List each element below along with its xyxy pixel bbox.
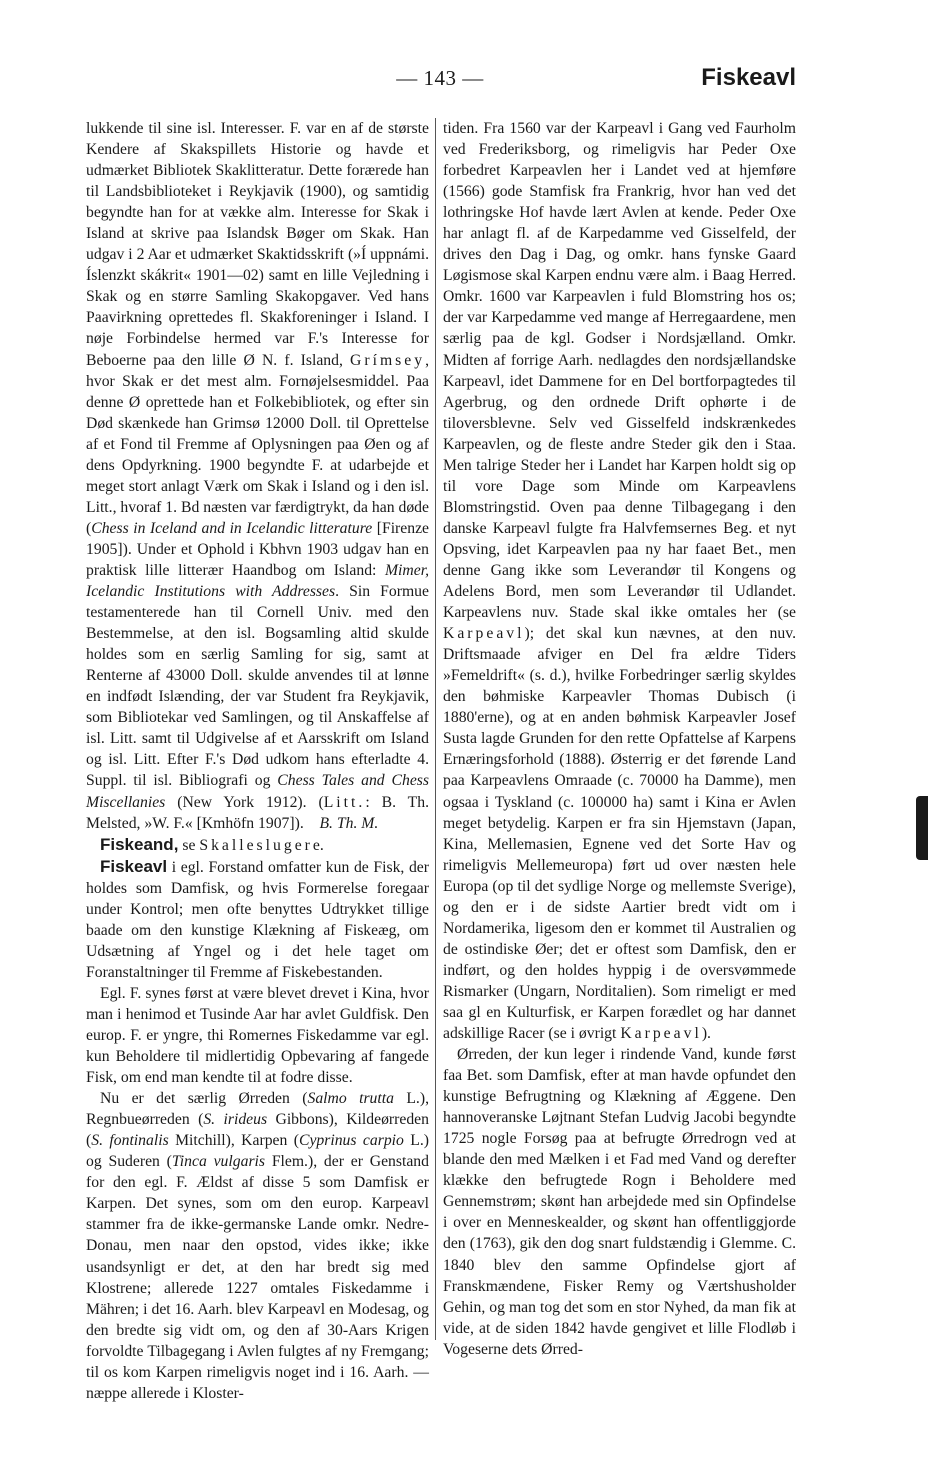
litt-label: Litt. <box>323 793 366 811</box>
karpeavl-ref: Karpeavl <box>443 625 525 643</box>
right-column <box>443 118 796 1368</box>
chess-tales-title: Chess Tales and Chess Miscellanies <box>86 772 429 811</box>
page-header <box>0 66 928 106</box>
orred-paragraph: Ørreden, der kun leger i rindende Vand, kunde først faa Bet. som Damfisk, efter at man havde opfundet den kunstige Befrugtning og Klækning af Æggene. Den hannoveranske Løjtnant Stefan Ludvig Jacobi begyndte 1725 nogle Forsøg paa at befrugte Ørredrogn ved at blande den med Mælken i et Fad med Vand og derefter klække den befrugtede Rogn i Beholdere med Gennemstrøm; skønt han arbejdede med sin Opfindelse i over en Menneskealder, og skønt han offentliggjorde den (1763), gik den dog snart fuldstændig i Glemme. C. 1840 blev den samme Opfindelse gjort af Franskmændene, Fisker Remy og Værtshusholder Gehin, og man tog det som en stor Nyhed, da man fik at vide, at de siden 1842 havde gengivet et lille Flodløb i Vogeserne dets Ørred- <box>443 1046 796 1358</box>
running-head: Fiskeavl <box>701 64 796 91</box>
chess-iceland-title: Chess in Iceland and in Icelandic litterature <box>91 519 373 537</box>
fiskeand-headword: Fiskeand, <box>100 834 179 854</box>
fiskeavl-headword: Fiskeavl <box>100 856 168 876</box>
grimsey-spaced: Grímsey <box>350 351 426 369</box>
left-column <box>86 118 430 1402</box>
mimer-title: Mimer, Icelandic Institutions with Addresses <box>86 561 429 601</box>
fiskeand-entry: Fiskeand, se Skalleslugere. <box>100 834 324 854</box>
page-edge-mark <box>916 796 928 860</box>
author-signature: B. Th. M. <box>319 814 379 832</box>
page-number: — 143 — <box>396 66 484 90</box>
karpeavl-history-paragraph: tiden. Fra 1560 var der Karpeavl i Gang ved Faurholm ved Frederiksborg, og rimeligvis har Peder Oxe forbedret Karpeavlen her i Landet ved at hjemføre (1566) gode Stamfisk fra Frankrig, hvor han ved det lothringske Hof havde lært Avlen at kende. Peder Oxe har anlagt fl. af de Karpedamme ved Gisselfeld, der drives den Dag i Dag, og omkr. hans fynske Gaard Løgismose skal Karpen endnu være alm. i Baag Herred. Omkr. 1600 var Karpeavlen i fuld Blomstring hos os; der var Karpedamme ved mange af Herregaardene, men særlig paa de kgl. Godser i Nordsjælland. Omkr. Midten af forrige Aarh. nedlagdes den nordsjællandske Karpeavl, idet Dammene for en Del bortforpagtedes til Agerbrug, og den ordnede Drift ophørte i de tiloversblevne. Selv ved Gisselfeld indskrænkedes Karpeavlen, og de fleste andre Steder gik den i Staa. Men talrige Steder her i Landet har Karpen holdt sig op til vore Dage som Minde om Karpeavlens Blomstringstid. Oven paa denne Tilbagegang i den danske Karpeavl fulgte fra Halvfemsernes Beg. et nyt Opsving, idet Karpeavlen paa ny har faaet Bet., men denne Gang ikke som Leverandør til Kongens og Adelens Bord, men som Leverandør til Udlandet. Karpeavlens nuv. Stade skal ikke omtales her (se Karpeavl); det skal kun nævnes, at den nuv. Driftsmaade afviger en Del fra ældre Tiders »Femeldrift« (s. d.), hvilke Forbedringer særlig skyldes den bøhmiske Karpeavler Thomas Dubisch (i 1880'erne), og at en anden bøhmisk Karpeavler Josef Susta lagde Grunden for den rette Opfattelse af Karpens Ernæringsforhold (1888). Østerrig er det førende Land paa Karpeavlens Omraade (c. 70000 ha Damme), men ogsaa i Tyskland (c. 100000 ha) samt i Kina er Avlen meget betydelig. Karpen er fra sin Hjemstavn (Japan, Kina, Mellemasien, Egnene ved det Sorte Hav og rimeligvis Mellemeuropa) ført ud over næsten hele Europa (op til det sydlige Norge og mellemste Sverige), og den er i de sidste Aartier bredt vidt om i Nordamerika, ligesom den er kommet til Australien og de ostindiske Øer; det er oftest som Damfisk, den er indført, og den holdes hyppig i de oversvømmede Rismarker (Ungarn, Norditalien). Som rimeligt er med saa gl en Kulturfisk, er Karpen forædlet og har dannet adskillige Racer (se i øvrigt Karpeavl). <box>443 120 796 1043</box>
skallesluger-ref: Skallesluger <box>199 836 313 854</box>
karpeavl-ref: Karpeavl <box>620 1025 702 1043</box>
chess-paragraph: lukkende til sine isl. Interesser. F. var en af de største Kendere af Skakspillets Historie og havde et udmærket Bibliotek Skaklitteratur. Dette forærede han til Landsbiblioteket i Reykjavik (1900), og samtidig begyndte han for at vække alm. Interesse for Skak i Island at skrive paa Islandsk Bøger om Skak. Han udgav i 2 Aar et udmærket Skaktidsskrift (»Í uppnámi. Íslenzkt skákrit« 1901—02) samt en lille Vejledning i Skak og en større Samling Skakopgaver. Ved hans Paavirkning oprettedes fl. Skakforeninger i Island. I nøje Forbindelse hermed var F.'s Interesse for Beboerne paa den lille Ø N. f. Island, Grímsey, hvor Skak er det mest alm. Fornøjelsesmiddel. Paa denne Ø oprettede han et Folkebibliotek, og efter sin Død skænkede han Grimsø 12000 Doll. til Oprettelse af et Fond til Fremme af Oplysningen paa Øen og af dens Opdyrkning. 1900 begyndte F. at udarbejde et meget stort anlagt Værk om Skak i Island og i den isl. Litt., hvoraf 1. Bd næsten var færdigtrykt, da han døde (Chess in Iceland and in Icelandic litterature [Firenze 1905]). Under et Ophold i Kbhvn 1903 udgav han en praktisk lille litterær Haandbog om Island: Mimer, Icelandic Institutions with Addresses. Sin Formue testamenterede han til Cornell Univ. med den Bestemmelse, at den isl. Bogsamling altid skulde holdes som en særlig Samling for sig, samt at Renterne af 43000 Doll. skulde anvendes til at lønne en indfødt Islænding, der var Student fra Reykjavik, som Bibliotekar ved Samlingen, og til Anskaffelse af isl. Litt. samt til Udgivelse af et Aarsskrift om Island og isl. Litt. Efter F.'s Død udkom hans efterladte 4. Suppl. til isl. Bibliografi og Chess Tales and Chess Miscellanies (New York 1912). (Litt.: B. Th. Melsted, »W. F.« [Kmhöfn 1907]). B. Th. M. <box>86 120 430 832</box>
column-divider <box>435 118 436 1340</box>
fiskeavl-species-paragraph: Nu er det særlig Ørreden (Salmo trutta L.), Regnbueørreden (S. irideus Gibbons), Kildeørreden (S. fontinalis Mitchill), Karpen (Cyprinus carpio L.) og Suderen (Tinca vulgaris Flem.), der er Genstand for den egl. F. Ældst af disse 5 som Damfisk er Karpen. Det synes, som om den europ. Karpeavl stammer fra de ikke-germanske Lande omkr. Nedre-Donau, men naar den opstod, vides ikke; ikke usandsynligt er det, at den har bredt sig med Klostrene; allerede 1227 omtales Fiskedamme i Mähren; i det 16. Aarh. blev Karpeavl en Modesag, og den bredte sig vidt om, og den af 30-Aars Krigen forvoldte Tilbagegang i Avlen fulgtes af ny Fremgang; til os kom Karpen rimeligvis noget ind i 16. Aarh. — næppe allerede i Kloster- <box>86 1090 430 1402</box>
fiskeavl-entry: Fiskeavl i egl. Forstand omfatter kun de Fisk, der holdes som Damfisk, og hvis Formerelse foregaar under Kontrol; men ofte benyttes Udtrykket tillige baade om den kunstige Klækning af Fiskeæg, om Udsætning af Yngel og i det hele taget om Foranstaltninger til Fremme af Fiskebestanden. <box>86 856 429 981</box>
fiskeavl-history-paragraph: Egl. F. synes først at være blevet drevet i Kina, hvor man i henimod et Tusinde Aar har avlet Guldfisk. Den europ. F. er yngre, thi Romernes Fiskedamme var egl. kun Beholdere til midlertidig Opbevaring af fangede Fisk, om end man kendte til at fodre disse. <box>86 984 429 1087</box>
